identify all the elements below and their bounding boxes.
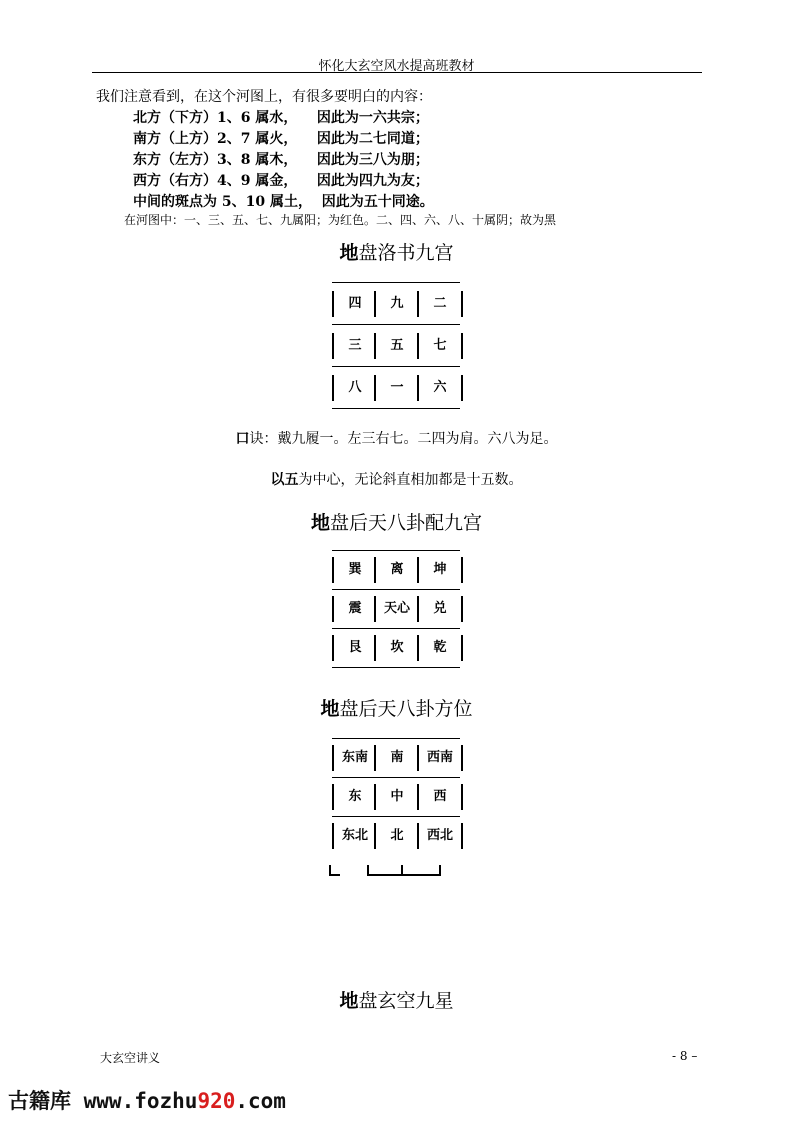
- header-rule: [92, 72, 702, 73]
- grid-cell: 西南: [417, 745, 463, 771]
- section-title-bagua-directions: 地盘后天八卦方位: [320, 698, 473, 720]
- grid-row: [332, 282, 460, 324]
- grid-cell: 离: [374, 557, 418, 583]
- grid-cell: 兑: [417, 596, 463, 622]
- grid-cell: 中: [374, 784, 418, 810]
- grid-cell: 艮: [332, 635, 376, 661]
- section-title-nine-stars: 地盘玄空九星: [339, 990, 454, 1012]
- watermark: 古籍库 www.fozhu920.com: [8, 1089, 286, 1113]
- grid-row: [332, 777, 460, 816]
- header-title: 怀化大玄空风水提高班教材: [318, 59, 475, 74]
- grid-cell: 坎: [374, 635, 418, 661]
- grid-row: [332, 816, 460, 855]
- hetu-note: 在河图中：一、三、五、七、九属阳；为红色。二、四、六、八、十属阴；故为黑: [124, 213, 557, 227]
- hetu-line-south: 南方（上方）2、7 属火， 因此为二七同道；: [133, 131, 429, 147]
- hetu-line-north: 北方（下方）1、6 属水， 因此为一六共宗；: [133, 110, 429, 126]
- grid-cell: 四: [332, 291, 376, 317]
- grid-cell: 巽: [332, 557, 376, 583]
- grid-cell: 北: [374, 823, 418, 849]
- section-title-bagua-nine-palaces: 地盘后天八卦配九宫: [310, 512, 483, 534]
- grid-row: [332, 738, 460, 777]
- page-number: - 8 –: [672, 1049, 698, 1063]
- grid-cell: 天心: [374, 596, 418, 622]
- grid-cell: 西: [417, 784, 463, 810]
- grid-cell: 七: [417, 333, 463, 359]
- directions-grid: [332, 738, 460, 855]
- grid-cell: 九: [374, 291, 418, 317]
- grid-cell: 三: [332, 333, 376, 359]
- grid-cell: 南: [374, 745, 418, 771]
- footer-left: 大玄空讲义: [100, 1051, 161, 1065]
- intro-text: 我们注意看到，在这个河图上，有很多要明白的内容：: [96, 89, 432, 105]
- hetu-line-east: 东方（左方）3、8 属木， 因此为三八为朋；: [133, 152, 429, 168]
- grid-row: [332, 589, 460, 628]
- grid-cell: 乾: [417, 635, 463, 661]
- grid-cell: 震: [332, 596, 376, 622]
- hetu-line-center: 中间的斑点为 5、10 属土， 因此为五十同途。: [133, 194, 434, 210]
- grid-row: [332, 550, 460, 589]
- grid-cell: 八: [332, 375, 376, 401]
- table-bottom-marks: [328, 865, 443, 877]
- mnemonic-text: 口诀：戴九履一。左三右七。二四为肩。六八为足。: [235, 431, 558, 447]
- grid-cell: 六: [417, 375, 463, 401]
- grid-cell: 五: [374, 333, 418, 359]
- luoshu-grid: [332, 282, 460, 409]
- grid-cell: 东北: [332, 823, 376, 849]
- hetu-line-west: 西方（右方）4、9 属金， 因此为四九为友；: [133, 173, 429, 189]
- grid-row: [332, 324, 460, 366]
- grid-cell: 坤: [417, 557, 463, 583]
- section-title-luoshu: 地盘洛书九宫: [339, 242, 454, 264]
- grid-cell: 东南: [332, 745, 376, 771]
- grid-cell: 东: [332, 784, 376, 810]
- bagua-grid: [332, 550, 460, 668]
- grid-cell: 二: [417, 291, 463, 317]
- grid-cell: 一: [374, 375, 418, 401]
- center-five-text: 以五为中心，无论斜直相加都是十五数。: [270, 472, 523, 488]
- grid-row: [332, 366, 460, 409]
- grid-cell: 西北: [417, 823, 463, 849]
- grid-row: [332, 628, 460, 668]
